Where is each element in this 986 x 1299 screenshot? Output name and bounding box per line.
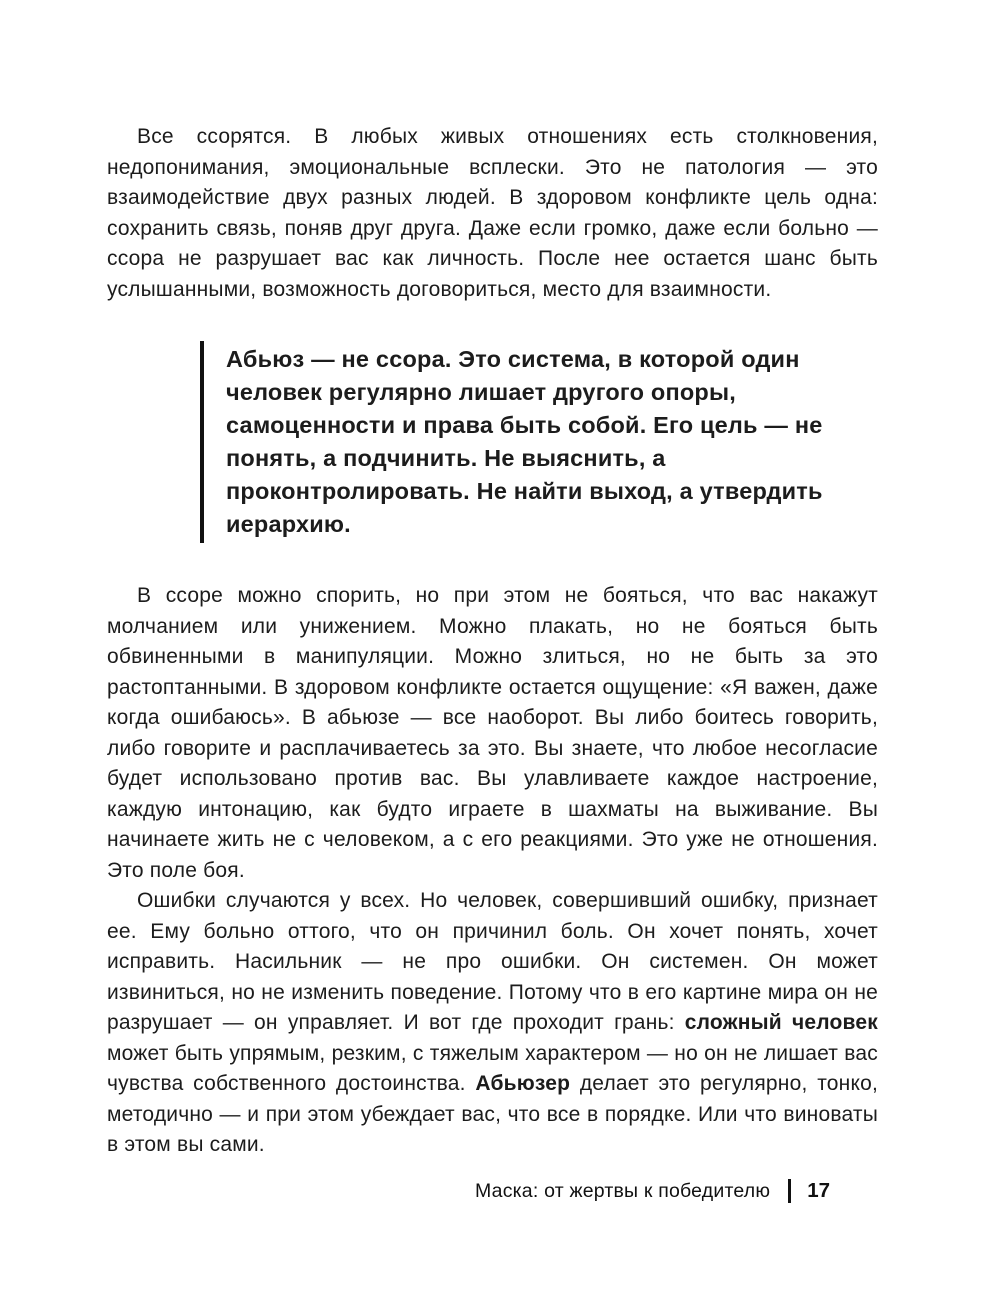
emphasis-abuser: Абьюзер <box>475 1072 571 1095</box>
footer-divider <box>788 1179 791 1203</box>
page-number: 17 <box>807 1179 830 1202</box>
pull-quote <box>200 341 878 543</box>
paragraph-conflict-vs-abuse: В ссоре можно спорить, но при этом не бояться, что вас накажут молчанием или унижением. Можно плакать, но не бояться быть обвиненными в манипуляции. Можно злиться, но не быть за это растоптанными. В здоровом конфликте остается ощущение: «Я важен, даже когда ошибаюсь». В абьюзе — все наоборот. Вы либо боитесь говорить, либо говорите и расплачиваетесь за это. Вы знаете, что любое несогласие будет использовано против вас. Вы улавливаете каждое настроение, каждую интонацию, как будто играете в шахматы на выживание. Вы начинаете жить не с человеком, а с его реакциями. Это уже не отношения. Это поле боя. <box>107 584 878 882</box>
paragraph-mistakes-text-2: может быть упрямым, резким, с тяжелым характером — но он не лишает вас чувства собственного достоинства. <box>107 1041 878 1095</box>
emphasis-difficult-person: сложный человек <box>684 1011 878 1034</box>
paragraph-intro: Все ссорятся. В любых живых отношениях есть столкновения, недопонимания, эмоциональные всплески. Это не патология — это взаимодействие двух разных людей. В здоровом конфликте цель одна: сохранить связь, поняв друг друга. Даже если громко, даже если больно — ссора не разрушает вас как личность. После нее остается шанс быть услышанными, возможность договориться, место для взаимности. <box>107 125 878 301</box>
running-title: Маска: от жертвы к победителю <box>474 1180 771 1202</box>
paragraph-mistakes <box>107 886 878 1161</box>
page-footer <box>475 1178 830 1204</box>
quote-left-bar <box>200 341 204 543</box>
pull-quote-text: Абьюз — не ссора. Это система, в которой один человек регулярно лишает другого опоры, самоценности и права быть собой. Его цель — не понять, а подчинить. Не выяснить, а проконтролировать. Не найти выход, а утвердить иерархию. <box>226 346 823 537</box>
page-content <box>107 122 878 1161</box>
paragraph-mistakes-text-3: делает это регулярно, тонко, методично — и при этом убеждает вас, что все в порядке. Или что виноваты в этом вы сами. <box>107 1072 878 1156</box>
paragraph-mistakes-text-1: Ошибки случаются у всех. Но человек, совершивший ошибку, признает ее. Ему больно оттого, что он причинил боль. Он хочет понять, хочет исправить. Насильник — не про ошибки. Он системен. Он может извиниться, но не изменить поведение. Потому что в его картине мира он не разрушает — он управляет. И вот где проходит грань: <box>107 889 878 1034</box>
